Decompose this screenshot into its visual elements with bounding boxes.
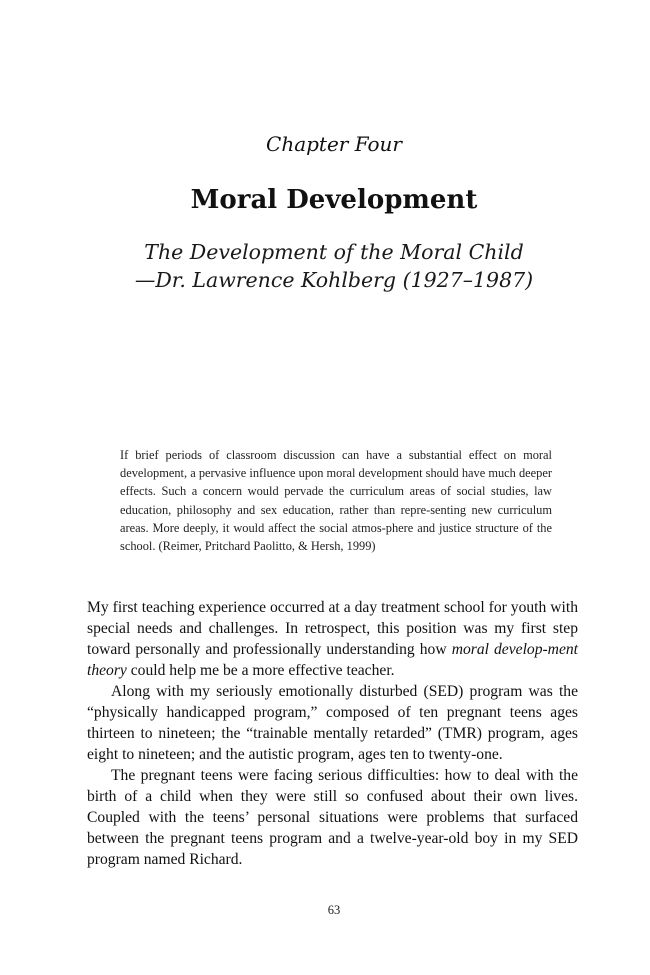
- chapter-subtitle-line-2: —Dr. Lawrence Kohlberg (1927–1987): [134, 268, 534, 292]
- paragraph-2: Along with my seriously emotionally disturbed (SED) program was the “physically handicapped program,” composed of ten pregnant teens ages thirteen to nineteen; the “trainable mentally retarded” (TMR) program, ages eight to nineteen; and the autistic program, ages ten to twenty-one.: [87, 683, 578, 763]
- paragraph-1-text-end: could help me be a more effective teacher.: [126, 662, 395, 679]
- body-text: [87, 597, 578, 870]
- paragraph-3: The pregnant teens were facing serious difficulties: how to deal with the birth of a child when they were still so confused about their own lives. Coupled with the teens’ personal situations were problems that surfaced between the pregnant teens program and a twelve-year-old boy in my SED program named Richard.: [87, 767, 578, 868]
- page-number: 63: [327, 903, 341, 917]
- epigraph-quote: If brief periods of classroom discussion can have a substantial effect on moral development, a pervasive influence upon moral development should have much deeper effects. Such a concern would pervade the curriculum areas of social studies, law education, philosophy and sex education, rather than repre-senting new curriculum areas. More deeply, it would affect the social atmos-phere and justice structure of the school. (Reimer, Pritchard Paolitto, & Hersh, 1999): [120, 448, 552, 554]
- chapter-title: Moral Development: [190, 185, 478, 215]
- chapter-label: Chapter Four: [266, 132, 402, 156]
- emphasis-term: moral develop-ment theory: [87, 641, 578, 679]
- paragraph-1: [87, 597, 578, 681]
- paragraph-1-text-start: My first teaching experience occurred at a day treatment school for youth with special needs and challenges. In retrospect, this position was my first step toward personally and professionally understanding how: [87, 599, 578, 658]
- chapter-subtitle-line-1: The Development of the Moral Child: [144, 240, 524, 264]
